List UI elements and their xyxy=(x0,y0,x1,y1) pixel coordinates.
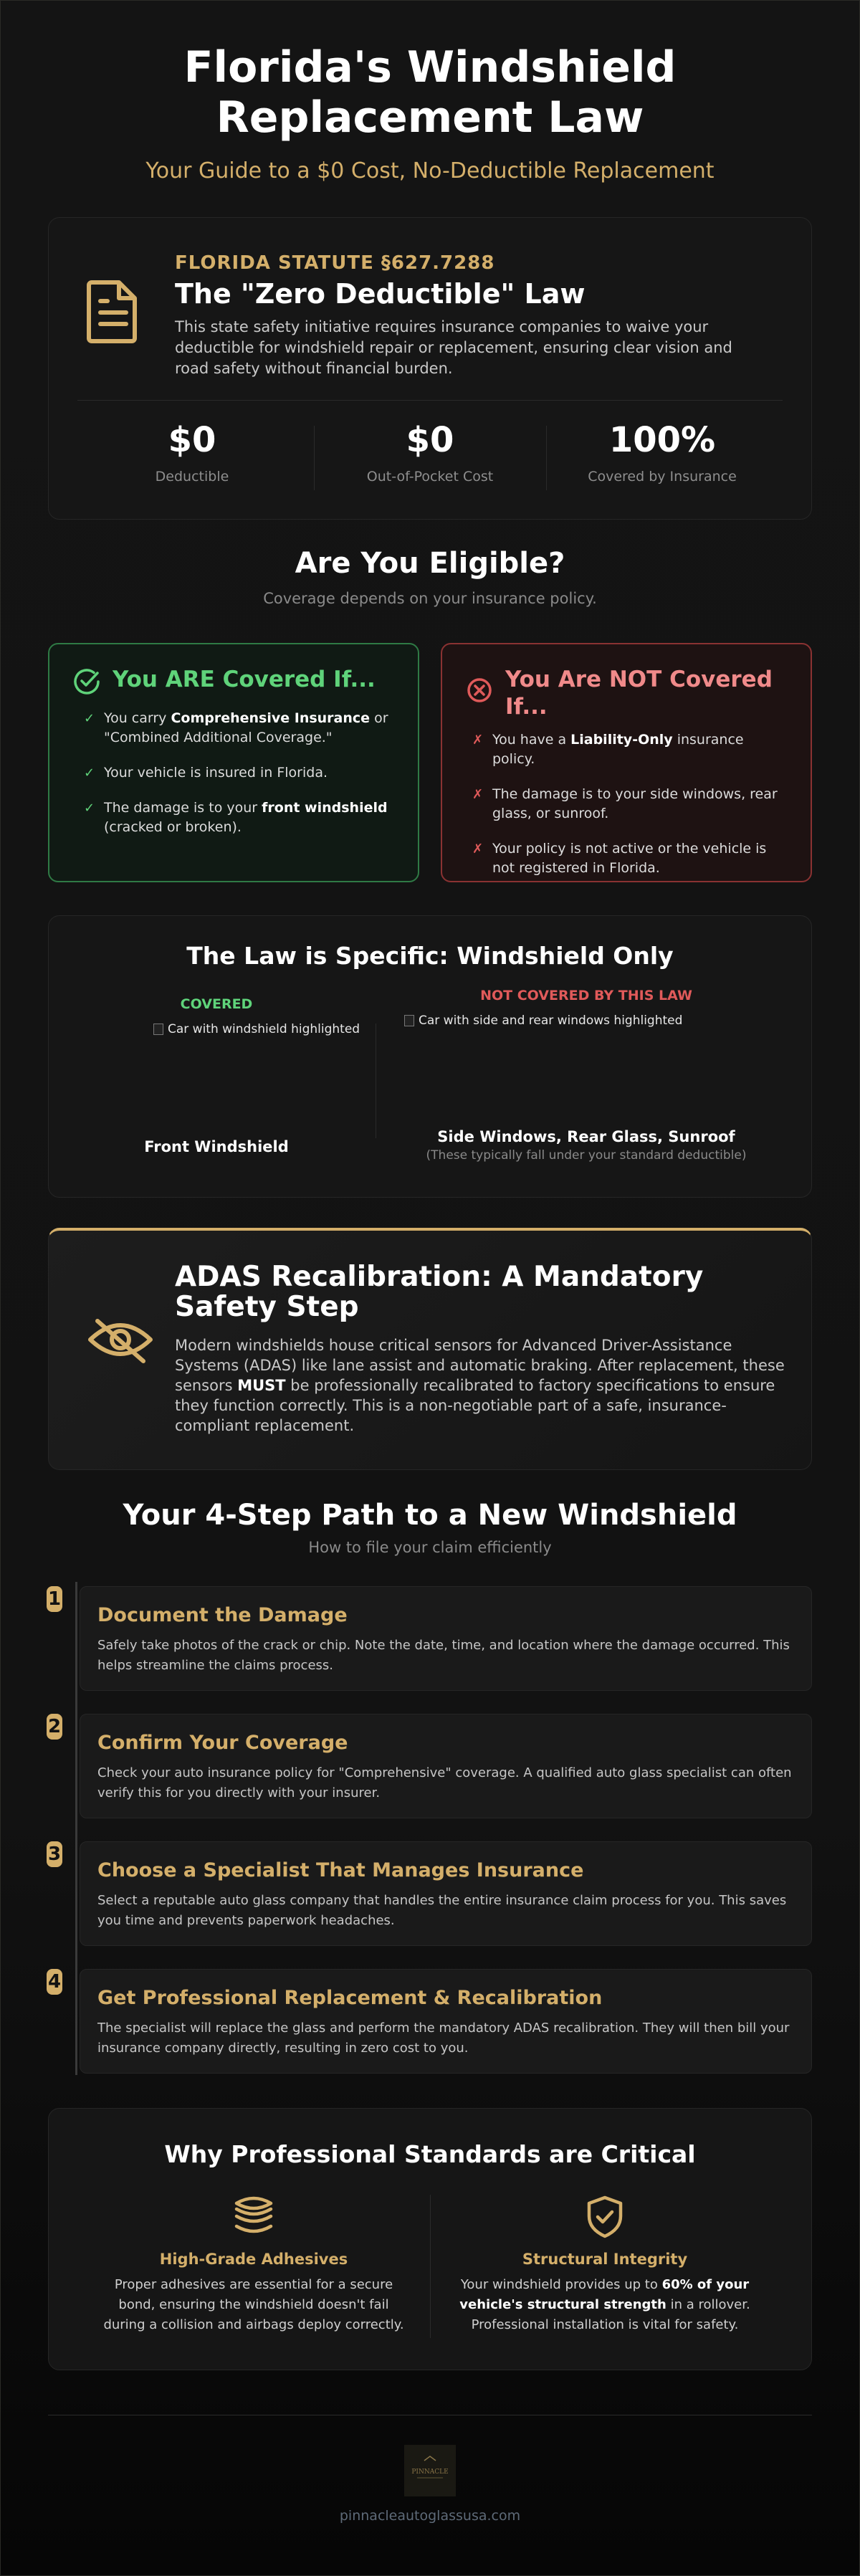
not-covered-card xyxy=(441,643,812,882)
item-bold: Liability-Only xyxy=(570,732,673,748)
item-text: Your policy is not active or the vehicle is not registered in Florida. xyxy=(492,841,767,876)
divider xyxy=(314,426,315,490)
step-card xyxy=(80,1586,812,1691)
not-covered-label: NOT COVERED BY THIS LAW xyxy=(480,988,692,1003)
not-covered-caption-note: (These typically fall under your standard deductible) xyxy=(426,1148,747,1163)
step-number: 1 xyxy=(47,1586,62,1612)
item-text: or "Combined Additional Coverage." xyxy=(104,710,388,745)
adhesive-icon xyxy=(232,2195,275,2239)
integrity-text-bold: 60% of your vehicle's structural strength xyxy=(459,2277,750,2312)
list-item xyxy=(472,730,788,769)
windshield-only-heading: The Law is Specific: Windshield Only xyxy=(186,942,674,970)
list-item xyxy=(472,839,788,878)
step-number: 3 xyxy=(47,1841,62,1867)
list-item xyxy=(84,763,399,783)
item-text: You have a xyxy=(492,732,571,748)
check-icon: ✓ xyxy=(84,765,95,781)
list-item xyxy=(84,798,399,837)
not-covered-car-image xyxy=(404,1013,682,1028)
stat-value: $0 xyxy=(406,420,454,460)
page-subtitle: Your Guide to a $0 Cost, No-Deductible Replacement xyxy=(145,158,715,183)
step-text: Select a reputable auto glass company that handles the entire insurance claim process for you. This saves you time and prevents paperwork headaches. xyxy=(97,1893,787,1928)
item-bold: Comprehensive Insurance xyxy=(171,710,371,726)
step-number: 2 xyxy=(47,1714,62,1740)
item-text: The damage is to your xyxy=(104,800,262,816)
step-text: The specialist will replace the glass and perform the mandatory ADAS recalibration. They will then bill your insurance company directly, resulting in zero cost to you. xyxy=(97,2021,790,2056)
image-alt-text: Car with windshield highlighted xyxy=(168,1022,360,1036)
covered-caption: Front Windshield xyxy=(144,1138,289,1155)
logo-text: PINNACLE xyxy=(411,2468,449,2476)
x-icon: ✗ xyxy=(472,733,484,748)
stat-label: Covered by Insurance xyxy=(588,469,737,485)
step-title: Get Professional Replacement & Recalibration xyxy=(97,1987,603,2009)
image-alt-text: Car with side and rear windows highlighted xyxy=(419,1013,683,1028)
title-line-2: Replacement Law xyxy=(216,92,644,143)
x-circle-icon xyxy=(465,676,494,705)
adas-text-bold: MUST xyxy=(237,1377,286,1394)
check-circle-icon xyxy=(72,667,101,696)
step-number: 4 xyxy=(47,1969,62,1995)
step-title: Choose a Specialist That Manages Insurance xyxy=(97,1859,584,1881)
step-card xyxy=(80,1969,812,2074)
step-title: Confirm Your Coverage xyxy=(97,1732,348,1754)
statute-text: This state safety initiative requires insurance companies to waive your deductible for windshield repair or replacement, ensuring clear vision and road safety without financial burden. xyxy=(175,318,732,377)
eligibility-subheading: Coverage depends on your insurance policy. xyxy=(263,590,597,607)
stat-deductible xyxy=(77,420,307,485)
item-text: Your vehicle is insured in Florida. xyxy=(104,765,328,781)
check-icon: ✓ xyxy=(84,801,95,816)
integrity-title: Structural Integrity xyxy=(522,2251,688,2268)
step-title: Document the Damage xyxy=(97,1604,348,1626)
not-covered-list xyxy=(472,730,788,894)
steps-heading: Your 4-Step Path to a New Windshield xyxy=(123,1499,737,1532)
covered-heading: You ARE Covered If... xyxy=(113,667,376,692)
shield-check-icon xyxy=(583,2195,626,2239)
adhesives-text: Proper adhesives are essential for a secure bond, ensuring the windshield doesn't fail during a collision and airbags deploy correctly. xyxy=(103,2277,404,2332)
standards-card xyxy=(48,2108,812,2370)
document-icon xyxy=(86,278,140,344)
stat-out-of-pocket xyxy=(315,420,545,485)
statute-card xyxy=(48,217,812,520)
adas-text-part: be professionally recalibrated to factory specifications to ensure they function correctly. This is a non-negotiable part of a safe, insurance-compliant replacement. xyxy=(175,1377,775,1434)
x-icon: ✗ xyxy=(472,841,484,857)
x-icon: ✗ xyxy=(472,787,484,802)
not-covered-heading: You Are NOT Covered If... xyxy=(505,667,773,720)
item-bold: front windshield xyxy=(262,800,388,816)
adas-text-part: Modern windshields house critical sensors for Advanced Driver-Assistance Systems (ADAS) like lane assist and automatic braking. After replacement, these sensors xyxy=(175,1337,785,1394)
statute-tag: FLORIDA STATUTE §627.7288 xyxy=(175,252,495,274)
windshield-only-card xyxy=(48,915,812,1198)
timeline-line xyxy=(75,1582,77,2075)
divider xyxy=(430,2195,431,2338)
divider xyxy=(77,400,783,401)
item-text: (cracked or broken). xyxy=(104,819,242,835)
standards-heading: Why Professional Standards are Critical xyxy=(164,2140,696,2168)
stat-value: 100% xyxy=(608,420,716,460)
divider xyxy=(546,426,547,490)
eligibility-heading: Are You Eligible? xyxy=(295,547,565,580)
stat-value: $0 xyxy=(168,420,216,460)
adas-text xyxy=(175,1335,791,1436)
stat-label: Deductible xyxy=(155,469,229,485)
item-text: You carry xyxy=(104,710,171,726)
stat-label: Out-of-Pocket Cost xyxy=(366,469,494,485)
steps-subheading: How to file your claim efficiently xyxy=(308,1539,552,1556)
adas-card xyxy=(48,1228,812,1470)
list-item xyxy=(472,785,788,824)
title-line-1: Florida's Windshield xyxy=(183,42,677,92)
integrity-text-part: Your windshield provides up to xyxy=(460,2277,662,2292)
logo-mark xyxy=(404,2445,456,2496)
integrity-text-part: in a rollover. Professional installation is vital for safety. xyxy=(471,2297,750,2332)
step-text: Check your auto insurance policy for "Comprehensive" coverage. A qualified auto glass specialist can often verify this for you directly with your insurer. xyxy=(97,1765,792,1800)
item-text: The damage is to your side windows, rear glass, or sunroof. xyxy=(492,786,778,821)
adhesives-title: High-Grade Adhesives xyxy=(159,2251,348,2268)
covered-label: COVERED xyxy=(180,996,253,1012)
covered-list xyxy=(84,709,399,853)
page-title xyxy=(1,1,859,143)
broken-image-icon xyxy=(153,1024,163,1035)
not-covered-caption: Side Windows, Rear Glass, Sunroof xyxy=(437,1128,735,1145)
covered-car-image xyxy=(153,1022,360,1036)
footer-link[interactable]: pinnacleautoglassusa.com xyxy=(339,2508,521,2524)
statute-heading: The "Zero Deductible" Law xyxy=(175,278,586,310)
step-text: Safely take photos of the crack or chip. Note the date, time, and location where the damage occurred. This helps streamline the claims process. xyxy=(97,1638,790,1673)
step-card xyxy=(80,1841,812,1946)
integrity-text xyxy=(447,2275,763,2335)
covered-card xyxy=(48,643,419,882)
step-card xyxy=(80,1714,812,1818)
logo xyxy=(404,2445,456,2496)
stat-covered xyxy=(548,420,777,485)
adas-heading: ADAS Recalibration: A Mandatory Safety Step xyxy=(175,1261,704,1323)
list-item xyxy=(84,709,399,748)
check-icon: ✓ xyxy=(84,711,95,726)
broken-image-icon xyxy=(404,1015,414,1026)
eye-icon xyxy=(86,1315,155,1373)
item-text: insurance policy. xyxy=(492,732,744,767)
